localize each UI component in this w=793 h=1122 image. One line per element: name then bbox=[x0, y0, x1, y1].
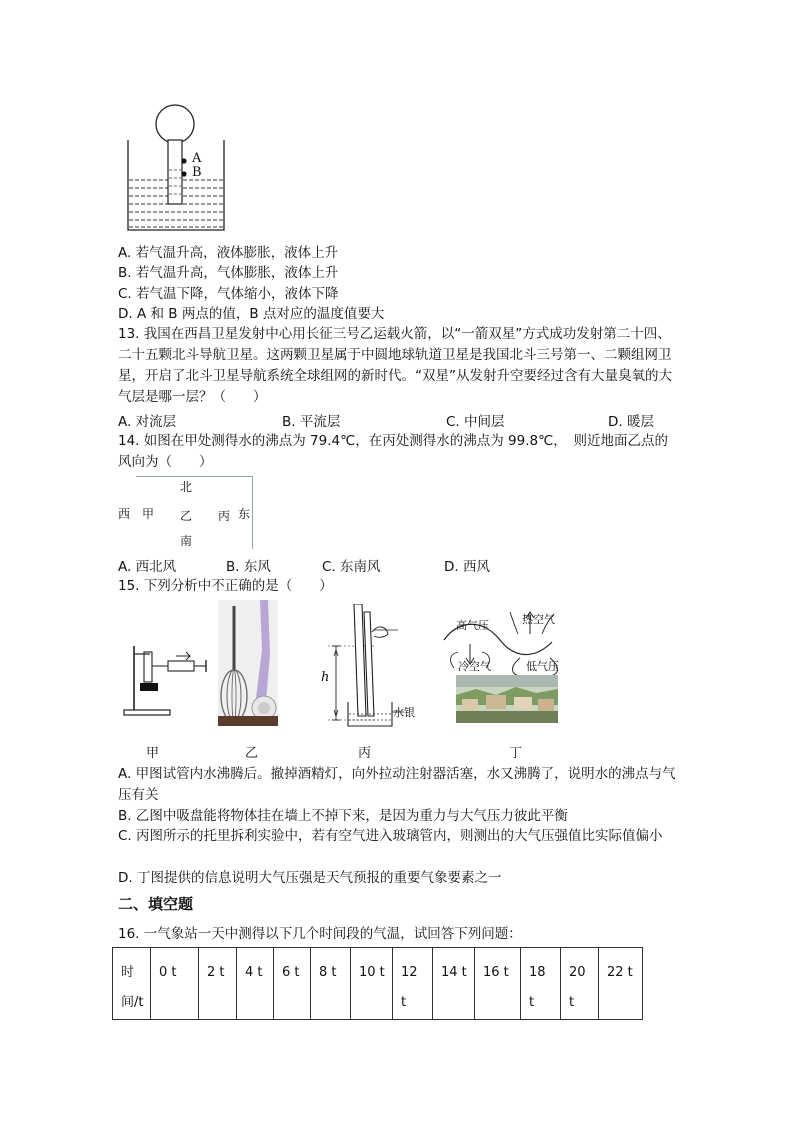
q14-option-b: B. 东风 bbox=[226, 559, 271, 575]
q13-stem: 13. 我国在西昌卫星发射中心用长征三号乙运载火箭，以“一箭双星”方式成功发射第二十四、二十五颗北斗导航卫星。这两颗卫星属于中圆地球轨道卫星是我国北斗三号第一、二颗组网卫星，开启了北斗卫星导航系统全球组网的新时代。“双星”从发射升空要经过含有大量臭氧的大气层是哪一层？（ ） bbox=[118, 326, 672, 405]
low-pressure-label: 低气压 bbox=[526, 660, 559, 673]
thermometer-figure bbox=[120, 98, 240, 234]
q14-option-d: D. 西风 bbox=[444, 559, 490, 575]
table-cell: 8 t bbox=[311, 948, 351, 1020]
cold-air-label: 冷空气 bbox=[458, 660, 491, 673]
fig-label-yi: 乙 bbox=[245, 746, 259, 761]
table-cell: 16 t bbox=[475, 948, 521, 1020]
map-west: 西 bbox=[118, 507, 131, 521]
q15-option-d: D. 丁图提供的信息说明大气压强是天气预报的重要气象要素之一 bbox=[118, 870, 502, 886]
mercury-label: 水银 bbox=[393, 706, 415, 719]
section-title: 二、填空题 bbox=[118, 895, 194, 913]
point-b-label: B bbox=[192, 165, 202, 180]
fig-label-bing: 丙 bbox=[358, 746, 372, 761]
map-jia: 甲 bbox=[142, 507, 155, 521]
q13-option-a: A. 对流层 bbox=[118, 414, 177, 430]
q12-option-b: B. 若气温升高，气体膨胀，液体上升 bbox=[118, 265, 339, 281]
q15-stem: 15. 下列分析中不正确的是（ ） bbox=[118, 578, 333, 594]
q13-option-b: B. 平流层 bbox=[282, 414, 341, 430]
table-cell: 2 t bbox=[199, 948, 237, 1020]
syringe-stand-figure bbox=[120, 640, 210, 720]
table-cell: 4 t bbox=[237, 948, 274, 1020]
fig-label-ding: 丁 bbox=[509, 746, 523, 761]
fig-label-jia: 甲 bbox=[146, 746, 160, 761]
wind-map bbox=[118, 476, 260, 550]
table-cell: 12 t bbox=[393, 948, 433, 1020]
map-south: 南 bbox=[180, 534, 193, 548]
table-cell: 0 t bbox=[151, 948, 199, 1020]
table-cell: 18 t bbox=[521, 948, 561, 1020]
suction-cup-photo bbox=[218, 600, 278, 726]
table-cell: 22 t bbox=[599, 948, 643, 1020]
q14-option-a: A. 西北风 bbox=[118, 559, 177, 575]
table-cell: 6 t bbox=[274, 948, 311, 1020]
high-pressure-label: 高气压 bbox=[456, 619, 489, 632]
q12-option-a: A. 若气温升高，液体膨胀，液体上升 bbox=[118, 245, 339, 261]
map-north: 北 bbox=[180, 480, 193, 494]
table-cell: 10 t bbox=[351, 948, 393, 1020]
map-bing: 丙 bbox=[218, 509, 231, 523]
q12-option-d: D. A 和 B 两点的值，B 点对应的温度值要大 bbox=[118, 306, 385, 322]
q15-option-a: A. 甲图试管内水沸腾后。撤掉酒精灯，向外拉动注射器活塞，水又沸腾了，说明水的沸点与气压有关 bbox=[118, 766, 676, 803]
temperature-table bbox=[112, 947, 643, 1020]
q15-option-c: C. 丙图所示的托里拆利实验中，若有空气进入玻璃管内，则测出的大气压强值比实际值偏小 bbox=[118, 828, 663, 844]
map-east: 东 bbox=[238, 507, 251, 521]
q14-stem: 14. 如图在甲处测得水的沸点为 79.4℃，在丙处测得水的沸点为 99.8℃， 则近地面乙点的风向为（ ） bbox=[118, 433, 669, 470]
table-header-cell: 时间/t bbox=[113, 948, 151, 1020]
map-yi: 乙 bbox=[180, 509, 193, 523]
q13-option-c: C. 中间层 bbox=[446, 414, 505, 430]
q16-stem: 16. 一气象站一天中测得以下几个时间段的气温，试回答下列问题： bbox=[118, 926, 522, 942]
hot-air-label: 热空气 bbox=[522, 613, 555, 626]
table-row bbox=[113, 948, 643, 1020]
q13-option-d: D. 暖层 bbox=[608, 414, 654, 430]
q15-option-b: B. 乙图中吸盘能将物体挂在墙上不掉下来，是因为重力与大气压力彼此平衡 bbox=[118, 808, 568, 824]
h-label: h bbox=[321, 670, 330, 685]
point-a-label: A bbox=[192, 151, 202, 166]
q14-option-c: C. 东南风 bbox=[322, 559, 381, 575]
table-cell: 14 t bbox=[433, 948, 475, 1020]
table-cell: 20 t bbox=[561, 948, 599, 1020]
town-photo bbox=[456, 675, 558, 723]
q12-option-c: C. 若气温下降，气体缩小，液体下降 bbox=[118, 286, 339, 302]
